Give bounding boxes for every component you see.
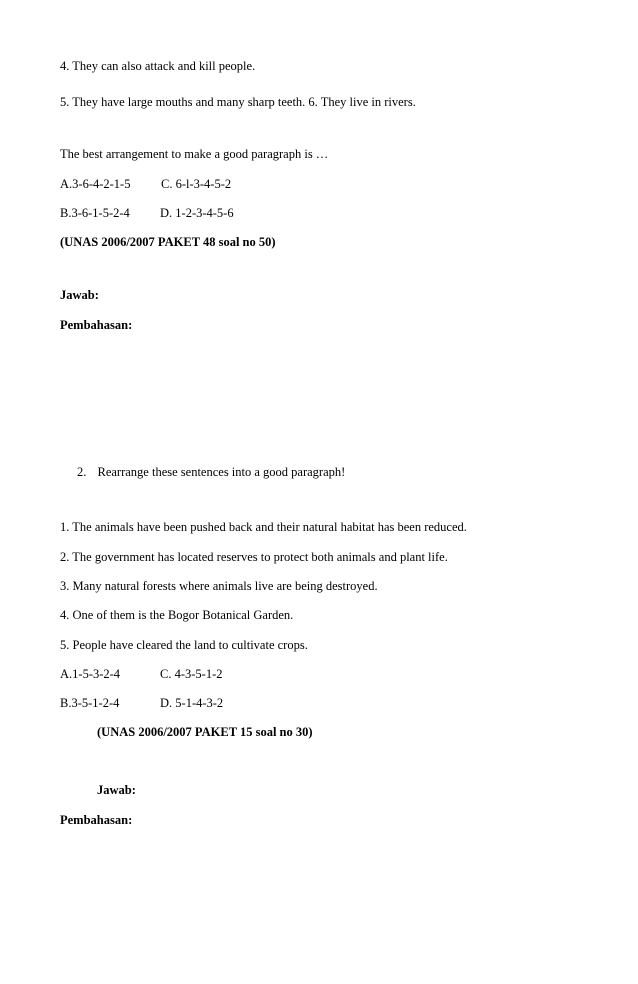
option-a: A.1-5-3-2-4 <box>60 667 121 681</box>
option-c: C. 6-l-3-4-5-2 <box>161 177 232 191</box>
source-reference-1: (UNAS 2006/2007 PAKET 48 soal no 50) <box>60 235 276 249</box>
question-number: 2. <box>77 465 87 479</box>
list-item: 4. One of them is the Bogor Botanical Garden. <box>60 608 294 622</box>
option-b: B.3-5-1-2-4 <box>60 696 120 710</box>
question-2-heading <box>77 464 345 480</box>
answer-label-2: Jawab: <box>97 783 136 797</box>
list-item: 2. The government has located reserves to protect both animals and plant life. <box>60 550 448 564</box>
question-1: The best arrangement to make a good paragraph is … <box>60 147 329 161</box>
option-b: B.3-6-1-5-2-4 <box>60 206 130 220</box>
discussion-label-2: Pembahasan: <box>60 813 133 827</box>
option-d: D. 5-1-4-3-2 <box>160 696 224 710</box>
sentence-4: 4. They can also attack and kill people. <box>60 59 256 73</box>
option-d: D. 1-2-3-4-5-6 <box>160 206 234 220</box>
answer-label-1: Jawab: <box>60 288 99 302</box>
discussion-label-1: Pembahasan: <box>60 318 133 332</box>
list-item: 1. The animals have been pushed back and their natural habitat has been reduced. <box>60 520 467 534</box>
source-reference-2: (UNAS 2006/2007 PAKET 15 soal no 30) <box>97 725 313 739</box>
option-c: C. 4-3-5-1-2 <box>160 667 223 681</box>
sentence-5-6: 5. They have large mouths and many sharp teeth. 6. They live in rivers. <box>60 95 416 109</box>
option-a: A.3-6-4-2-1-5 <box>60 177 131 191</box>
list-item: 5. People have cleared the land to cultivate crops. <box>60 638 308 652</box>
question-2-instruction: Rearrange these sentences into a good paragraph! <box>97 465 346 479</box>
list-item: 3. Many natural forests where animals live are being destroyed. <box>60 579 378 593</box>
